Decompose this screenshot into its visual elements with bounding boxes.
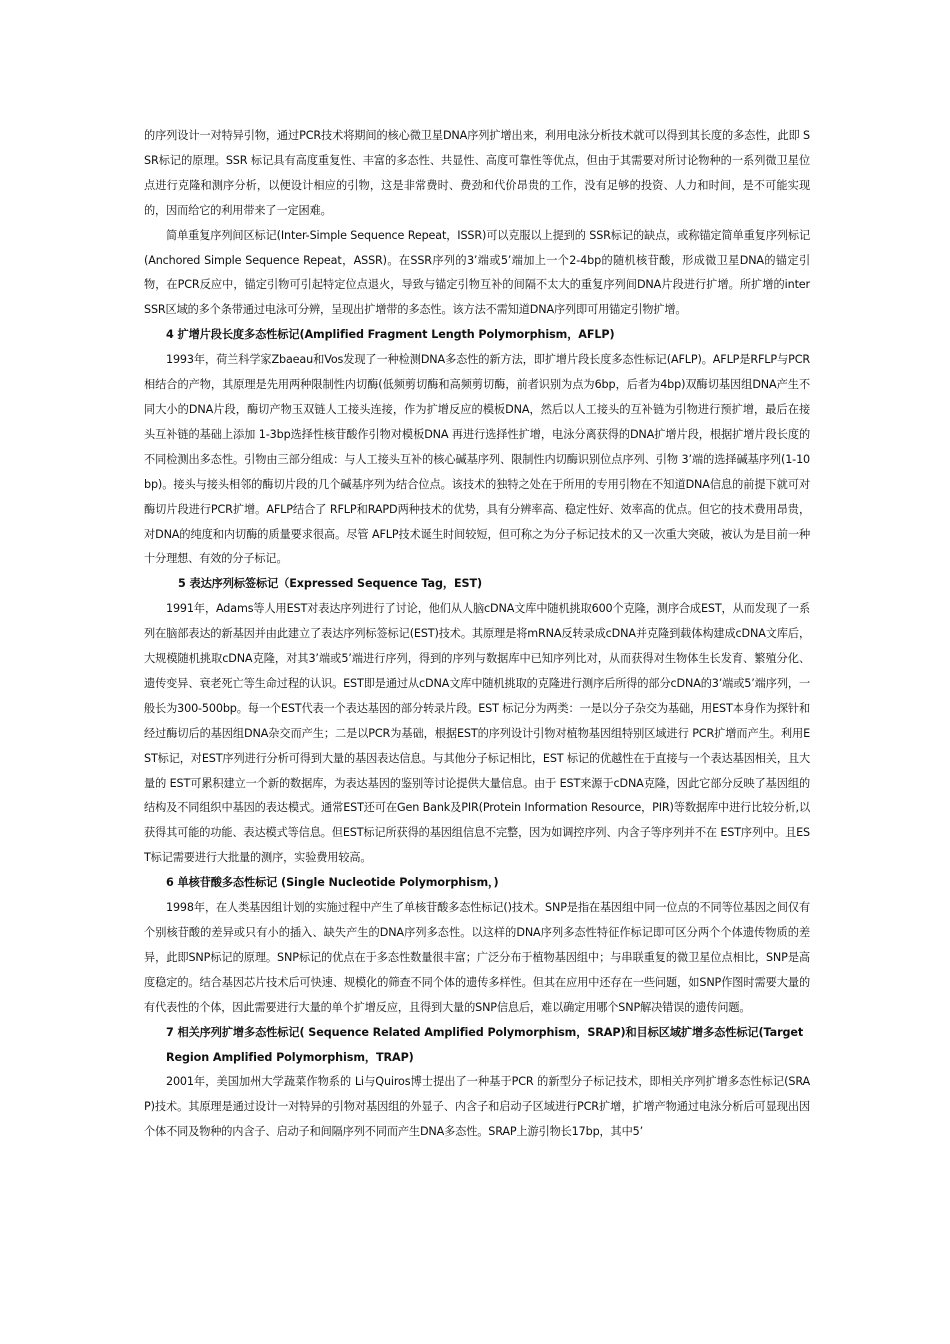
paragraph-snp: 1998年，在人类基因组计划的实施过程中产生了单核苷酸多态性标记()技术。SNP是指在基因组中同一位点的不同等位基因之间仅有个别核苷酸的差异或只有小的插入、缺失产生的DNA序列多态性。以这样的DNA序列多态性特征作标记即可区分两个个体遗传物质的差异，此即SNP标记的原理。SNP标记的优点在于多态性数量很丰富；广泛分布于植物基因组中；与串联重复的微卫星位点相比，SNP是高度稳定的。结合基因芯片技术后可快速、规模化的筛查不同个体的遗传多样性。但其在应用中还存在一些问题，如SNP作图时需要大量的有代表性的个体，因此需要进行大量的单个扩增反应，且得到大量的SNP信息后，难以确定用哪个SNP解决错误的遗传问题。: [144, 901, 810, 1014]
section-heading-srap-trap: 7 相关序列扩增多态性标记( Sequence Related Amplified Polymorphism，SRAP)和目标区域扩增多态性标记(Target Region Amplified Polymorphism，TRAP): [166, 1025, 804, 1064]
paragraph-est: 1991年，Adams等人用EST对表达序列进行了讨论，他们从人脑cDNA文库中随机挑取600个克隆，测序合成EST，从而发现了一系列在脑部表达的新基因并由此建立了表达序列标签标记(EST)技术。其原理是将mRNA反转录成cDNA并克隆到载体构建成cDNA文库后，大规模随机挑取cDNA克隆，对其3’端或5’端进行序列，得到的序列与数据库中已知序列比对，从而获得对生物体生长发育、繁殖分化、遗传变异、衰老死亡等生命过程的认识。EST即是通过从cDNA文库中随机挑取的克隆进行测序后所得的部分cDNA的3’端或5’端序列，一般长为300-500bp。每一个EST代表一个表达基因的部分转录片段。EST 标记分为两类：一是以分子杂交为基础，用EST本身作为探针和经过酶切后的基因组DNA杂交而产生；二是以PCR为基础，根据EST的序列设计引物对植物基因组特别区域进行 PCR扩增而产生。利用EST标记，对EST序列进行分析可得到大量的基因表达信息。与其他分子标记相比，EST 标记的优越性在于直接与一个表达基因相关，且大量的 EST可累积建立一个新的数据库，为表达基因的鉴别等讨论提供大量信息。由于 EST来源于cDNA克隆，因此它部分反映了基因组的结构及不同组织中基因的表达模式。通常EST还可在Gen Bank及PIR(Protein Information Resource，PIR)等数据库中进行比较分析,以获得其可能的功能、表达模式等信息。但EST标记所获得的基因组信息不完整，因为如调控序列、内含子等序列并不在 EST序列中。且EST标记需要进行大批量的测序，实验费用较高。: [144, 602, 810, 865]
paragraph-aflp: 1993年，荷兰科学家Zbaeau和Vos发现了一种检测DNA多态性的新方法，即扩增片段长度多态性标记(AFLP)。AFLP是RFLP与PCR相结合的产物，其原理是先用两种限制性内切酶(低频剪切酶和高频剪切酶，前者识别为点为6bp，后者为4bp)双酶切基因组DNA产生不同大小的DNA片段，酶切产物玉双链人工接头连接，作为扩增反应的模板DNA，然后以人工接头的互补链为引物进行预扩增，最后在接头互补链的基础上添加 1-3bp选择性核苷酸作引物对模板DNA 再进行选择性扩增，电泳分离获得的DNA扩增片段，根据扩增片段长度的不同检测出多态性。引物由三部分组成：与人工接头互补的核心碱基序列、限制性内切酶识别位点序列、引物 3’端的选择碱基序列(1-10bp)。接头与接头相邻的酶切片段的几个碱基序列为结合位点。该技术的独特之处在于所用的专用引物在不知道DNA信息的前提下就可对酶切片段进行PCR扩增。AFLP结合了 RFLP和RAPD两种技术的优势，具有分辨率高、稳定性好、效率高的优点。但它的技术费用昂贵，对DNA的纯度和内切酶的质量要求很高。尽管 AFLP技术诞生时间较短，但可称之为分子标记技术的又一次重大突破，被认为是目前一种十分理想、有效的分子标记。: [144, 353, 810, 566]
paragraph-srap: 2001年，美国加州大学蔬菜作物系的 Li与Quiros博士提出了一种基于PCR 的新型分子标记技术，即相关序列扩增多态性标记(SRAP)技术。其原理是通过设计一对特异的引物对基因组的外显子、内含子和启动子区域进行PCR扩增，扩增产物通过电泳分析后可显现出因个体不同及物种的内含子、启动子和间隔序列不同而产生DNA多态性。SRAP上游引物长17bp，其中5’: [144, 1075, 810, 1139]
section-heading-snp: 6 单核苷酸多态性标记 (Single Nucleotide Polymorphism，): [166, 876, 499, 890]
section-heading-est: 5 表达序列标签标记（Expressed Sequence Tag，EST): [178, 577, 483, 591]
paragraph-ssr-continued: 的序列设计一对特异引物，通过PCR技术将期间的核心微卫星DNA序列扩增出来，利用电泳分析技术就可以得到其长度的多态性，此即 SSR标记的原理。SSR 标记具有高度重复性、丰富的多态性、共显性、高度可靠性等优点，但由于其需要对所讨论物种的一系列微卫星位点进行克隆和测序分析，以便设计相应的引物，这是非常费时、费劲和代价昂贵的工作，没有足够的投资、人力和时间，是不可能实现的，因而给它的利用带来了一定困难。: [144, 129, 810, 217]
section-heading-aflp: 4 扩增片段长度多态性标记(Amplified Fragment Length Polymorphism，AFLP): [166, 328, 615, 342]
document-page: [144, 124, 810, 1145]
paragraph-issr: 简单重复序列间区标记(Inter-Simple Sequence Repeat，ISSR)可以克服以上提到的 SSR标记的缺点，或称锚定简单重复序列标记(Anchored Simple Sequence Repeat，ASSR)。在SSR序列的3’端或5’端加上一个2-4bp的随机核苷酸，形成微卫星DNA的锚定引物，在PCR反应中，锚定引物可引起特定位点退火，导致与锚定引物互补的间隔不太大的重复序列间DNA片段进行扩增。所扩增的inter SSR区域的多个条带通过电泳可分辨，呈现出扩增带的多态性。该方法不需知道DNA序列即可用锚定引物扩增。: [144, 228, 810, 317]
